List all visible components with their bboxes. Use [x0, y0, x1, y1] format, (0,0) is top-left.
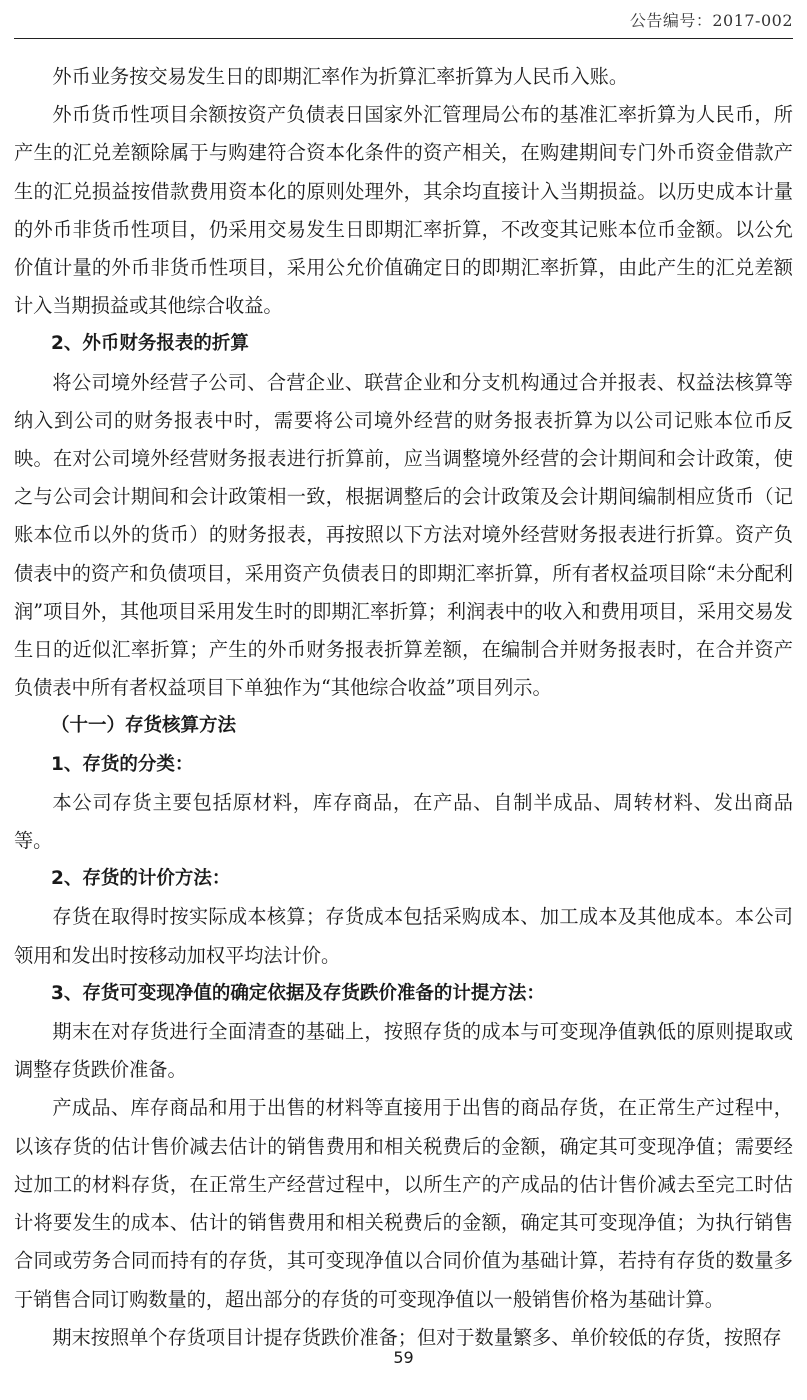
paragraph: 外币业务按交易发生日的即期汇率作为折算汇率折算为人民币入账。 [52, 65, 629, 88]
paragraph: 本公司存货主要包括原材料，库存商品，在产品、自制半成品、周转材料、发出商品等。 [14, 790, 793, 853]
paragraph: 期末在对存货进行全面清查的基础上，按照存货的成本与可变现净值孰低的原则提取或调整存货跌价准备。 [14, 1020, 793, 1082]
paragraph: 产成品、库存商品和用于出售的材料等直接用于出售的商品存货，在正常生产过程中，以该存货的估计售价减去估计的销售费用和相关税费后的金额，确定其可变现净值；需要经过加工的材料存货，在正常生产经营过程中，以所生产的产成品的估计售价减去至完工时估计将要发生的成本、估计的销售费用和相关税费后的金额，确定其可变现净值；为执行销售合同或劳务合同而持有的存货，其可变现净值以合同价值为基础计算，若持有存货的数量多于销售合同订购数量的，超出部分的存货的可变现净值以一般销售价格为基础计算。 [14, 1096, 793, 1311]
page-number: 59 [393, 1348, 414, 1367]
document-code: 公告编号：2017-002 [629, 11, 793, 30]
document-body [14, 58, 793, 1357]
paragraph: 外币货币性项目余额按资产负债表日国家外汇管理局公布的基准汇率折算为人民币，所产生的汇兑差额除属于与购建符合资本化条件的资产相关，在购建期间专门外币资金借款产生的汇兑损益按借款费用资本化的原则处理外，其余均直接计入当期损益。以历史成本计量的外币非货币性项目，仍采用交易发生日即期汇率折算，不改变其记账本位币金额。以公允价值计量的外币非货币性项目，采用公允价值确定日的即期汇率折算，由此产生的汇兑差额计入当期损益或其他综合收益。 [14, 103, 793, 318]
section-heading: 1、存货的分类： [51, 753, 194, 775]
paragraph: 存货在取得时按实际成本核算；存货成本包括采购成本、加工成本及其他成本。本公司领用和发出时按移动加权平均法计价。 [14, 905, 793, 967]
paragraph: 期末按照单个存货项目计提存货跌价准备；但对于数量繁多、单价较低的存货，按照存 [52, 1325, 782, 1349]
section-heading: （十一）存货核算方法 [51, 715, 237, 737]
section-heading: 2、存货的计价方法： [51, 868, 231, 890]
paragraph: 将公司境外经营子公司、合营企业、联营企业和分支机构通过合并报表、权益法核算等纳入到公司的财务报表中时，需要将公司境外经营的财务报表折算为以公司记账本位币反映。在对公司境外经营财务报表进行折算前，应当调整境外经营的会计期间和会计政策，使之与公司会计期间和会计政策相一致，根据调整后的会计政策及会计期间编制相应货币（记账本位币以外的货币）的财务报表，再按照以下方法对境外经营财务报表进行折算。资产负债表中的资产和负债项目，采用资产负债表日的即期汇率折算，所有者权益项目除“未分配利润”项目外，其他项目采用发生时的即期汇率折算；利润表中的收入和费用项目，采用交易发生日的近似汇率折算；产生的外币财务报表折算差额，在编制合并财务报表时，在合并资产负债表中所有者权益项目下单独作为“其他综合收益”项目列示。 [14, 370, 793, 700]
section-heading: 3、存货可变现净值的确定依据及存货跌价准备的计提方法： [51, 982, 545, 1004]
section-heading: 2、外币财务报表的折算 [51, 333, 249, 355]
page-header [14, 0, 793, 39]
